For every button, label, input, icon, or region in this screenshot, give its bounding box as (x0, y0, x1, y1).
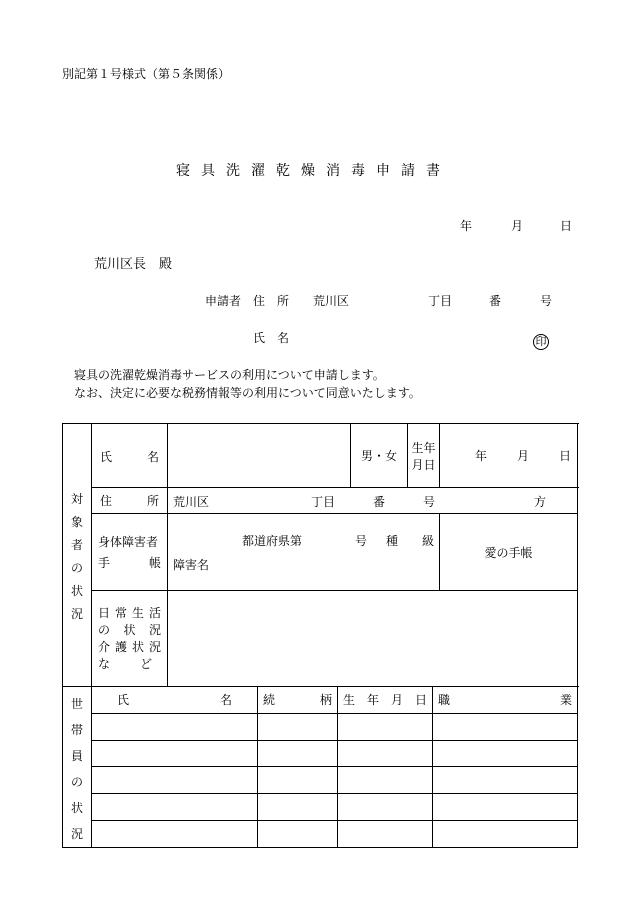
household-cell[interactable] (92, 713, 258, 740)
subject-address-field[interactable]: 荒川区 丁目 番 号 方 (168, 488, 578, 514)
household-cell[interactable] (338, 794, 433, 821)
household-cell[interactable] (258, 740, 338, 767)
subject-disability-label: 身体障害者 手 帳 (92, 514, 168, 591)
household-cell[interactable] (433, 713, 578, 740)
applicant-address-label: 住 所 (253, 294, 290, 308)
household-table (62, 686, 578, 848)
ai-techo-label: 愛の手帳 (440, 514, 578, 591)
applicant-go: 号 (540, 294, 553, 308)
household-cell[interactable] (258, 821, 338, 848)
household-header-relation: 続 柄 (258, 687, 338, 714)
statement-line-2: なお、決定に必要な税務情報等の利用について同意いたします。 (74, 386, 421, 400)
applicant-name-label: 氏 名 (253, 331, 290, 345)
form-reference: 別記第１号様式（第５条関係） (62, 67, 231, 81)
subject-address-label: 住 所 (92, 488, 168, 514)
household-row (63, 713, 578, 740)
daily-life-label: 日 常 生 活 の 状 況 介 護 状 況 な ど (92, 591, 168, 687)
subject-birth-label: 生年月日 (408, 424, 440, 488)
household-cell[interactable] (433, 794, 578, 821)
addressee: 荒川区長 殿 (94, 257, 173, 272)
seal-text: 印 (533, 334, 549, 350)
subject-table (62, 423, 578, 687)
household-cell[interactable] (433, 821, 578, 848)
household-row (63, 767, 578, 794)
household-header-birth: 生 年 月 日 (338, 687, 433, 714)
household-section-label: 世 帯 員 の 状 況 (63, 687, 92, 848)
household-row (63, 794, 578, 821)
subject-name-field[interactable] (168, 424, 351, 488)
page-title: 寝具洗濯乾燥消毒申請書 (176, 163, 451, 179)
household-cell[interactable] (338, 740, 433, 767)
household-cell[interactable] (258, 794, 338, 821)
household-row (63, 821, 578, 848)
household-cell[interactable] (338, 821, 433, 848)
date-day-label: 日 (560, 219, 573, 233)
date-year-label: 年 (460, 219, 473, 233)
applicant-ward: 荒川区 (313, 294, 350, 308)
household-cell[interactable] (258, 767, 338, 794)
subject-disability-field[interactable]: 都道府県第 号 種 級 障害名 (168, 514, 440, 591)
applicant-ban: 番 (489, 294, 502, 308)
household-cell[interactable] (92, 794, 258, 821)
household-cell[interactable] (92, 740, 258, 767)
household-cell[interactable] (92, 821, 258, 848)
applicant-label: 申請者 (205, 294, 242, 308)
household-cell[interactable] (433, 767, 578, 794)
applicant-chome: 丁目 (428, 294, 453, 308)
household-cell[interactable] (433, 740, 578, 767)
subject-birth-field[interactable]: 年 月 日 (440, 424, 578, 488)
household-cell[interactable] (338, 767, 433, 794)
household-cell[interactable] (258, 713, 338, 740)
household-header-occupation: 職 業 (433, 687, 578, 714)
subject-gender[interactable]: 男・女 (351, 424, 408, 488)
subject-section-label: 対 象 者 の 状 況 (63, 424, 92, 687)
household-cell[interactable] (92, 767, 258, 794)
date-month-label: 月 (511, 219, 524, 233)
household-cell[interactable] (338, 713, 433, 740)
subject-name-label: 氏 名 (92, 424, 168, 488)
household-row (63, 740, 578, 767)
daily-life-field[interactable] (168, 591, 578, 687)
household-header-name: 氏 名 (92, 687, 258, 714)
seal-mark (533, 330, 549, 350)
statement-line-1: 寝具の洗濯乾燥消毒サービスの利用について申請します。 (74, 368, 385, 382)
